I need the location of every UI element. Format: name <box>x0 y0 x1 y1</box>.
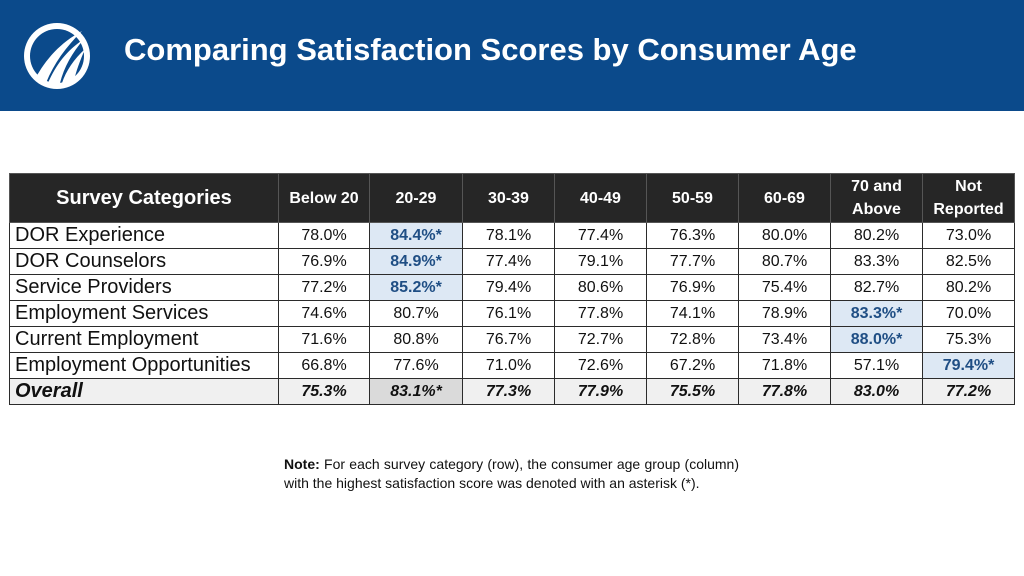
score-cell: 77.4% <box>463 249 555 275</box>
score-cell: 75.5% <box>647 379 739 405</box>
column-header-not-reported: Not Reported <box>923 174 1015 223</box>
score-cell-highest: 85.2%* <box>370 275 463 301</box>
score-cell: 80.6% <box>555 275 647 301</box>
table-row <box>10 249 1015 275</box>
table-row <box>10 301 1015 327</box>
score-cell: 76.7% <box>463 327 555 353</box>
header-row <box>10 174 1015 223</box>
score-cell: 80.2% <box>831 223 923 249</box>
swoosh-logo-icon <box>22 21 92 91</box>
note-label: Note: <box>284 456 320 472</box>
score-cell: 71.8% <box>739 353 831 379</box>
score-cell: 80.8% <box>370 327 463 353</box>
score-cell: 71.6% <box>279 327 370 353</box>
column-header-60-69: 60-69 <box>739 174 831 223</box>
row-label: Current Employment <box>10 327 279 353</box>
column-header-30-39: 30-39 <box>463 174 555 223</box>
title-banner <box>0 0 1024 111</box>
footnote <box>284 455 739 493</box>
score-cell: 79.4% <box>463 275 555 301</box>
score-cell: 66.8% <box>279 353 370 379</box>
score-cell: 77.2% <box>279 275 370 301</box>
score-cell: 77.7% <box>647 249 739 275</box>
score-cell: 77.3% <box>463 379 555 405</box>
note-text: For each survey category (row), the consumer age group (column) with the highest satisfaction score was denoted with an asterisk (*). <box>284 456 739 491</box>
score-cell: 72.6% <box>555 353 647 379</box>
table-row <box>10 275 1015 301</box>
score-cell: 77.8% <box>555 301 647 327</box>
score-cell: 80.7% <box>370 301 463 327</box>
column-header-70-and-above: 70 and Above <box>831 174 923 223</box>
score-cell: 70.0% <box>923 301 1015 327</box>
score-cell: 72.8% <box>647 327 739 353</box>
score-cell: 76.9% <box>647 275 739 301</box>
score-cell: 75.4% <box>739 275 831 301</box>
score-cell: 80.2% <box>923 275 1015 301</box>
score-cell-highest: 79.4%* <box>923 353 1015 379</box>
score-cell: 77.4% <box>555 223 647 249</box>
score-cell: 67.2% <box>647 353 739 379</box>
score-cell: 82.7% <box>831 275 923 301</box>
score-cell: 77.8% <box>739 379 831 405</box>
score-cell: 77.2% <box>923 379 1015 405</box>
score-cell: 78.0% <box>279 223 370 249</box>
score-cell: 82.5% <box>923 249 1015 275</box>
score-cell-highest: 88.0%* <box>831 327 923 353</box>
score-cell-highest: 84.9%* <box>370 249 463 275</box>
row-label: DOR Counselors <box>10 249 279 275</box>
score-cell: 83.0% <box>831 379 923 405</box>
satisfaction-table <box>9 173 1015 405</box>
table-row <box>10 223 1015 249</box>
score-cell: 80.0% <box>739 223 831 249</box>
row-label: Employment Opportunities <box>10 353 279 379</box>
table-row <box>10 327 1015 353</box>
score-cell: 76.9% <box>279 249 370 275</box>
score-cell: 83.3% <box>831 249 923 275</box>
overall-row <box>10 379 1015 405</box>
table-row <box>10 353 1015 379</box>
score-cell: 71.0% <box>463 353 555 379</box>
score-cell: 72.7% <box>555 327 647 353</box>
score-cell: 75.3% <box>279 379 370 405</box>
page-title: Comparing Satisfaction Scores by Consumer Age <box>124 32 857 67</box>
score-cell-highest: 83.3%* <box>831 301 923 327</box>
row-label: Employment Services <box>10 301 279 327</box>
score-cell-highest: 84.4%* <box>370 223 463 249</box>
score-cell: 74.1% <box>647 301 739 327</box>
row-label: Service Providers <box>10 275 279 301</box>
column-header-20-29: 20-29 <box>370 174 463 223</box>
column-header-40-49: 40-49 <box>555 174 647 223</box>
column-header-50-59: 50-59 <box>647 174 739 223</box>
column-header-below-20: Below 20 <box>279 174 370 223</box>
score-cell: 78.9% <box>739 301 831 327</box>
score-cell: 80.7% <box>739 249 831 275</box>
score-cell: 57.1% <box>831 353 923 379</box>
column-header-categories: Survey Categories <box>10 174 279 223</box>
row-label: DOR Experience <box>10 223 279 249</box>
score-cell: 73.0% <box>923 223 1015 249</box>
score-cell: 78.1% <box>463 223 555 249</box>
score-cell: 73.4% <box>739 327 831 353</box>
row-label-overall: Overall <box>10 379 279 405</box>
score-cell: 75.3% <box>923 327 1015 353</box>
score-cell: 76.1% <box>463 301 555 327</box>
score-cell: 77.9% <box>555 379 647 405</box>
score-cell: 79.1% <box>555 249 647 275</box>
score-cell: 76.3% <box>647 223 739 249</box>
score-cell-highest: 83.1%* <box>370 379 463 405</box>
score-cell: 74.6% <box>279 301 370 327</box>
score-cell: 77.6% <box>370 353 463 379</box>
